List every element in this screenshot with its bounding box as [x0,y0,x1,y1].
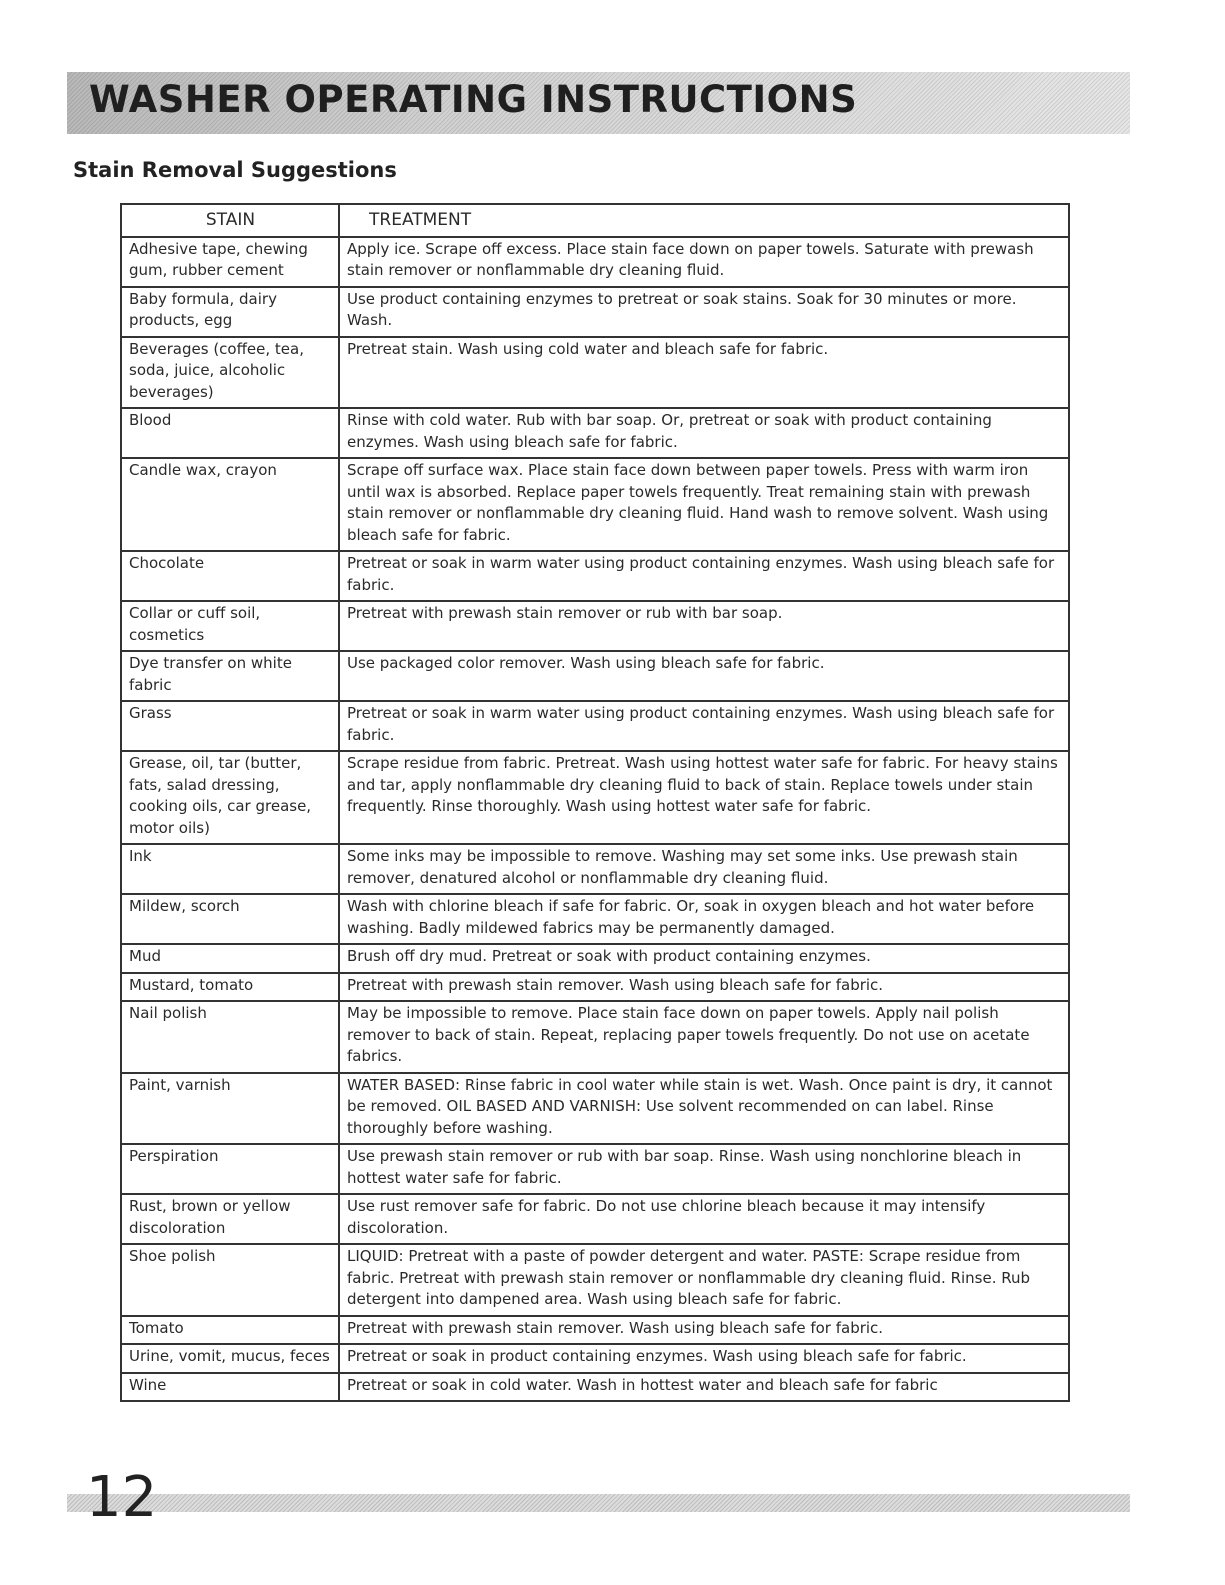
table-row [121,751,1069,844]
table-row [121,551,1069,601]
table-row [121,944,1069,973]
table-row [121,1001,1069,1073]
treatment-cell: Pretreat or soak in product containing enzymes. Wash using bleach safe for fabric. [339,1344,1069,1373]
header-banner [67,72,1130,134]
stain-cell: Blood [121,408,339,458]
table-row [121,1144,1069,1194]
stain-cell: Candle wax, crayon [121,458,339,551]
stain-cell: Beverages (coffee, tea, soda, juice, alcoholic beverages) [121,337,339,409]
treatment-cell: Pretreat with prewash stain remover. Wash using bleach safe for fabric. [339,1316,1069,1345]
table-row [121,287,1069,337]
treatment-cell: Rinse with cold water. Rub with bar soap. Or, pretreat or soak with product containing enzymes. Wash using bleach safe for fabric. [339,408,1069,458]
table-row [121,1194,1069,1244]
stain-cell: Grease, oil, tar (butter, fats, salad dressing, cooking oils, car grease, motor oils) [121,751,339,844]
stain-cell: Chocolate [121,551,339,601]
treatment-cell: Use product containing enzymes to pretreat or soak stains. Soak for 30 minutes or more. Wash. [339,287,1069,337]
page-number: 12 [86,1465,158,1530]
table-header-row [121,204,1069,237]
stain-cell: Grass [121,701,339,751]
treatment-cell: Brush off dry mud. Pretreat or soak with product containing enzymes. [339,944,1069,973]
column-header-stain: STAIN [121,204,339,237]
stain-cell: Baby formula, dairy products, egg [121,287,339,337]
page-title: WASHER OPERATING INSTRUCTIONS [89,78,858,121]
table-row [121,1073,1069,1145]
stain-cell: Paint, varnish [121,1073,339,1145]
treatment-cell: Some inks may be impossible to remove. Washing may set some inks. Use prewash stain remover, denatured alcohol or nonflammable dry cleaning fluid. [339,844,1069,894]
stain-cell: Collar or cuff soil, cosmetics [121,601,339,651]
treatment-cell: Pretreat or soak in warm water using product containing enzymes. Wash using bleach safe for fabric. [339,701,1069,751]
footer-bar [67,1494,1130,1512]
stain-cell: Adhesive tape, chewing gum, rubber cement [121,237,339,287]
stain-cell: Tomato [121,1316,339,1345]
treatment-cell: Use packaged color remover. Wash using bleach safe for fabric. [339,651,1069,701]
treatment-cell: Pretreat with prewash stain remover. Wash using bleach safe for fabric. [339,973,1069,1002]
stain-cell: Ink [121,844,339,894]
table-row [121,701,1069,751]
table-row [121,973,1069,1002]
stain-cell: Mud [121,944,339,973]
stain-cell: Perspiration [121,1144,339,1194]
table-row [121,408,1069,458]
table-row [121,894,1069,944]
treatment-cell: Use rust remover safe for fabric. Do not use chlorine bleach because it may intensify discoloration. [339,1194,1069,1244]
table-row [121,1373,1069,1402]
section-title: Stain Removal Suggestions [73,158,397,182]
stain-cell: Mildew, scorch [121,894,339,944]
treatment-cell: Pretreat with prewash stain remover or rub with bar soap. [339,601,1069,651]
stain-cell: Rust, brown or yellow discoloration [121,1194,339,1244]
table-row [121,458,1069,551]
stain-cell: Nail polish [121,1001,339,1073]
table-row [121,844,1069,894]
stain-cell: Dye transfer on white fabric [121,651,339,701]
treatment-cell: Apply ice. Scrape off excess. Place stain face down on paper towels. Saturate with prewash stain remover or nonflammable dry cleaning fluid. [339,237,1069,287]
treatment-cell: May be impossible to remove. Place stain face down on paper towels. Apply nail polish remover to back of stain. Repeat, replacing paper towels frequently. Do not use on acetate fabrics. [339,1001,1069,1073]
treatment-cell: Scrape residue from fabric. Pretreat. Wash using hottest water safe for fabric. For heavy stains and tar, apply nonflammable dry cleaning fluid to back of stain. Replace towels under stain frequently. Rinse thoroughly. Wash using hottest water safe for fabric. [339,751,1069,844]
treatment-cell: Pretreat or soak in warm water using product containing enzymes. Wash using bleach safe for fabric. [339,551,1069,601]
treatment-cell: Pretreat stain. Wash using cold water and bleach safe for fabric. [339,337,1069,409]
table-row [121,1344,1069,1373]
treatment-cell: Pretreat or soak in cold water. Wash in hottest water and bleach safe for fabric [339,1373,1069,1402]
stain-removal-table [120,203,1070,1402]
table-row [121,1316,1069,1345]
treatment-cell: Wash with chlorine bleach if safe for fabric. Or, soak in oxygen bleach and hot water before washing. Badly mildewed fabrics may be permanently damaged. [339,894,1069,944]
table-row [121,1244,1069,1316]
stain-cell: Wine [121,1373,339,1402]
treatment-cell: LIQUID: Pretreat with a paste of powder detergent and water. PASTE: Scrape residue from fabric. Pretreat with prewash stain remover or nonflammable dry cleaning fluid. Rinse. Rub detergent into dampened area. Wash using bleach safe for fabric. [339,1244,1069,1316]
treatment-cell: Scrape off surface wax. Place stain face down between paper towels. Press with warm iron until wax is absorbed. Replace paper towels frequently. Treat remaining stain with prewash stain remover or nonflammable dry cleaning fluid. Hand wash to remove solvent. Wash using bleach safe for fabric. [339,458,1069,551]
column-header-treatment: TREATMENT [339,204,1069,237]
treatment-cell: Use prewash stain remover or rub with bar soap. Rinse. Wash using nonchlorine bleach in hottest water safe for fabric. [339,1144,1069,1194]
treatment-cell: WATER BASED: Rinse fabric in cool water while stain is wet. Wash. Once paint is dry, it cannot be removed. OIL BASED AND VARNISH: Use solvent recommended on can label. Rinse thoroughly before washing. [339,1073,1069,1145]
stain-cell: Mustard, tomato [121,973,339,1002]
table-row [121,337,1069,409]
table-row [121,237,1069,287]
stain-cell: Urine, vomit, mucus, feces [121,1344,339,1373]
table-row [121,601,1069,651]
table-row [121,651,1069,701]
stain-cell: Shoe polish [121,1244,339,1316]
